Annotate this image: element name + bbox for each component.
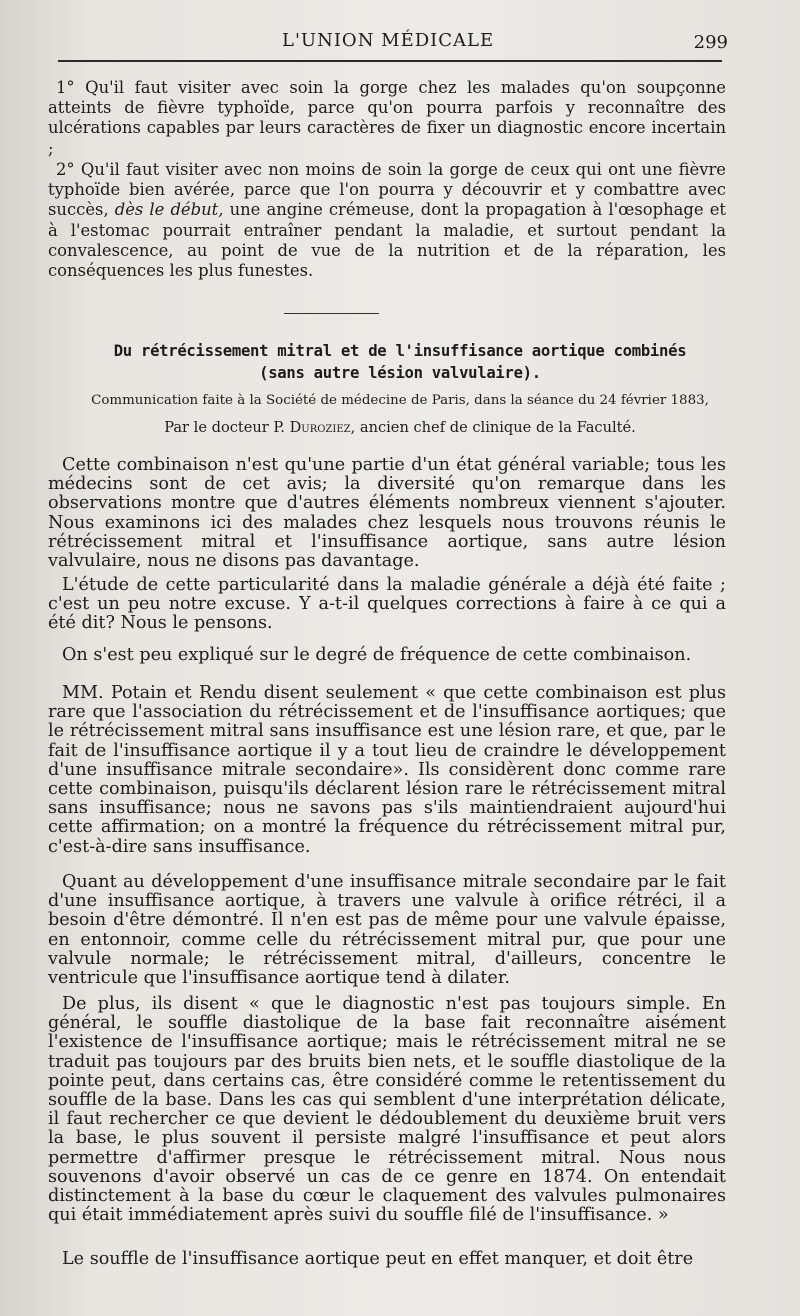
page-number: 299 (693, 32, 728, 53)
byline-suffix: , ancien chef de clinique de la Faculté. (350, 419, 636, 436)
conclusion-item-1-text: 1° Qu'il faut visiter avec soin la gorge chez les malades qu'on soupçonne atteints de fièvre typhoïde, parce qu'on pourra parfois y reconnaître des ulcérations capables par leurs caractères de fixer un diagnostic encore incertain ; (48, 78, 726, 158)
conclusion-item-2-start: 2° Qu'il faut visiter avec non moins de soin la gorge de ceux qui ont une fièvre typhoïde bien avérée, parce que l'on pourra y découvrir et y combattre avec succès, (48, 160, 726, 220)
communication-note: Communication faite à la Société de médecine de Paris, dans la séance du 24 février 1883, (91, 393, 709, 408)
body-paragraph-3 (48, 646, 726, 665)
paragraph-text: Le souffle de l'insuffisance aortique peut en effet manquer, et doit être (62, 1249, 694, 1269)
paragraph-text: Cette combinaison n'est qu'une partie d'un état général variable; tous les médecins sont de cet avis; la diversité qu'on remarque dans les observations montre que d'autres éléments nombreux viennent s'ajouter. Nous examinons ici des malades chez lesquels nous trouvons réunis le rétrécissement mitral et l'insuffisance aortique, sans autre lésion valvulaire, nous ne disons pas davantage. (48, 455, 726, 572)
article-title (60, 340, 740, 384)
body-paragraph-6 (48, 995, 726, 1225)
body-paragraph-1 (48, 456, 726, 571)
journal-title: L'UNION MÉDICALE (282, 30, 495, 51)
author-name: Duroziez (289, 419, 351, 436)
byline-prefix: Par le docteur P. (164, 419, 290, 436)
conclusion-item-2-italic: dès le début, (114, 200, 224, 220)
body-paragraph-5 (48, 873, 726, 988)
conclusion-item-2-end: une angine crémeuse, dont la propagation à l'œsophage et à l'estomac pourrait entraîner pendant la maladie, et surtout pendant la convalescence, au point de vue de la nutrition et de la réparation, les conséquences les plus funestes. (48, 200, 726, 281)
paragraph-text: MM. Potain et Rendu disent seulement « que cette combinaison est plus rare que l'association du rétrécissement et de l'insuffisance aortiques; que le rétrécissement mitral sans insuffisance est une lésion rare, et que, par le fait de l'insuffisance aortique il y a tout lieu de craindre le développement d'une insuffisance mitrale secondaire». Ils considèrent donc comme rare cette combinaison, puisqu'ils déclarent lésion rare le rétrécissement mitral sans insuffisance; nous ne savons pas s'ils maintiendraient aujourd'hui cette affirmation; on a montré la fréquence du rétrécissement mitral pur, c'est-à-dire sans insuffisance. (48, 683, 726, 857)
body-paragraph-2 (48, 576, 726, 634)
running-head (0, 30, 800, 54)
paragraph-text: On s'est peu expliqué sur le degré de fréquence de cette combinaison. (62, 645, 692, 665)
paragraph-text: De plus, ils disent « que le diagnostic n'est pas toujours simple. En général, le souffle diastolique de la base fait reconnaître aisément l'existence de l'insuffisance aortique; mais le rétrécissement mitral ne se traduit pas toujours par des bruits bien nets, et le souffle diastolique de la pointe peut, dans certains cas, être considéré comme le retentissement du souffle de la base. Dans les cas qui semblent d'une interprétation délicate, il faut rechercher ce que devient le dédoublement du deuxième bruit vers la base, le plus souvent il persiste malgré l'insuffisance et peut alors permettre d'affirmer presque le rétrécissement mitral. Nous nous souvenons d'avoir observé un cas de ce genre en 1874. On entendait distinctement à la base du cœur le claquement des valvules pulmonaires qui était immédiatement après suivi du souffle filé de l'insuffisance. » (48, 994, 726, 1226)
section-divider (284, 313, 379, 314)
article-title-line-2: (sans autre lésion valvulaire). (259, 364, 541, 382)
body-paragraph-7 (48, 1250, 726, 1269)
header-rule (58, 60, 722, 62)
conclusion-item-2-text (48, 160, 726, 281)
article-title-line-1: Du rétrécissement mitral et de l'insuffisance aortique combinés (113, 342, 687, 360)
body-paragraph-4 (48, 684, 726, 857)
paragraph-text: L'étude de cette particularité dans la maladie générale a déjà été faite ; c'est un peu notre excuse. Y a-t-il quelques corrections à faire à ce qui a été dit? Nous le pensons. (48, 575, 726, 634)
conclusion-item-1 (48, 78, 726, 159)
conclusion-item-2 (48, 160, 726, 281)
paragraph-text: Quant au développement d'une insuffisance mitrale secondaire par le fait d'une insuffisance aortique, à travers une valvule à orifice rétréci, il a besoin d'être démontré. Il n'en est pas de même pour une valvule épaisse, en entonnoir, comme celle du rétrécissement mitral pur, que pour une valvule normale; le rétrécissement mitral, d'ailleurs, concentre le ventricule que l'insuffisance aortique tend à dilater. (48, 872, 726, 989)
author-byline (60, 418, 740, 438)
